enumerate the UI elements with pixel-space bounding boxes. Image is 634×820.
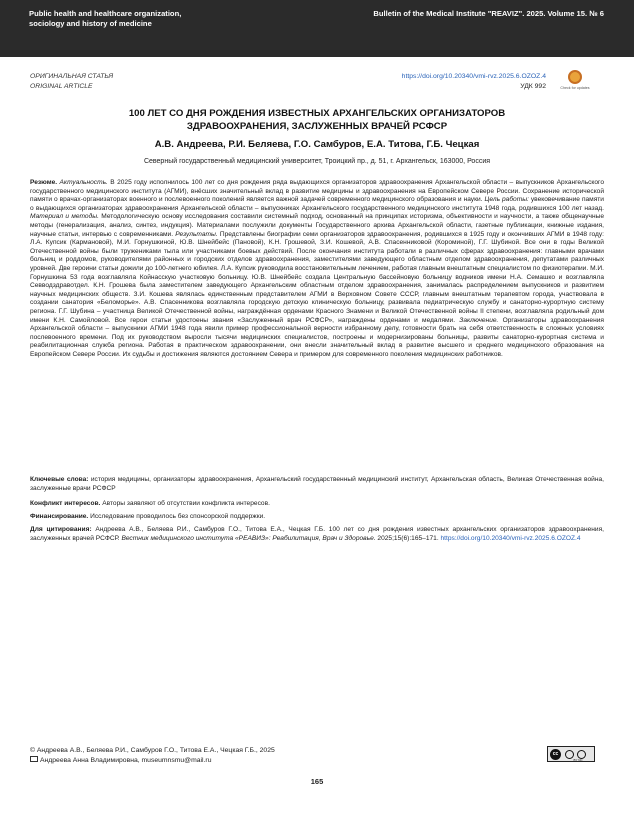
citation (30, 526, 604, 543)
section-line-2: sociology and history of medicine (29, 19, 152, 28)
aim-label: Цель работы: (484, 196, 529, 204)
title-line-2: ЗДРАВООХРАНЕНИЯ, ЗАСЛУЖЕННЫХ ВРАЧЕЙ РСФСР (186, 121, 448, 132)
affiliation: Северный государственный медицинский университет, Троицкий пр., д. 51, г. Архангельск, 163000, Россия (143, 158, 491, 165)
relevance-label: Актуальность. (59, 179, 108, 186)
conclusion-label: Заключение. (459, 316, 499, 324)
check-for-updates-badge[interactable] (560, 70, 590, 98)
authors: А.В. Андреева, Р.И. Беляева, Г.О. Самбуров, Е.А. Титова, Г.Б. Чецкая (154, 139, 480, 150)
cc-license-badge[interactable] (547, 746, 595, 762)
citation-text: Андреева А.В., Беляева Р.И., Самбуров Г.О., Титова Е.А., Чецкая Г.Б. 100 лет со дня рождения известных архангельских организаторов здравоохранения, заслуженных врачей РСФСР. (30, 526, 604, 542)
conclusion-text: Организаторы здравоохранения Архангельской области – выпускники АГМИ 1948 года явили пример профессиональной верности избранному делу, готовности брать на себя ответственность в сложных условиях послевоенного времени. Под их руководством выросли тысячи медицинских специалистов, построены и модернизированы больницы, развиты санаторно-курортная система и реабилитационная служба региона. Работая в практическом здравоохранении, они внесли значительный вклад в развитие высшего и среднего медицинского образования на Европейском Севере России. Их судьбы и достижения являются достоянием Севера и примером для современного поколения медицинских работников. (30, 316, 604, 358)
cc-icon: cc (550, 749, 561, 760)
title-line-1: 100 ЛЕТ СО ДНЯ РОЖДЕНИЯ ИЗВЕСТНЫХ АРХАНГЕЛЬСКИХ ОРГАНИЗАТОРОВ (128, 108, 506, 119)
keywords-label: Ключевые слова: (30, 476, 89, 483)
contact-text[interactable]: Андреева Анна Владимировна, museumnsmu@mail.ru (40, 757, 212, 764)
methods-label: Материал и методы. (30, 213, 99, 221)
page-number: 165 (310, 777, 324, 786)
keywords (30, 476, 604, 493)
license-label: BY NC (573, 758, 583, 762)
relevance-text: В 2025 году исполнилось 100 лет со дня рождения ряда выдающихся организаторов здравоохранения Архангельской области – выпускников Архангельского государственного медицинского института (АГМИ), внёсших значительный вклад в развитие медицины и здравоохранения на Европейском Севере России. Сохранение исторической памяти о врачах-организаторах военного и послевоенного поколений является важной задачей современного медицинского образования и науки. (30, 179, 604, 204)
methods-text: Методологическую основу исследования составили системный подход, основанный на принципах историзма, объективности и научности, а также общенаучные методы (генерализация, анализ, синтез, индукция). Материалами послужили документы Государственного архива Архангельской области, газетные публикации, книжные издания, научные статьи, интервью с современниками. (30, 213, 604, 238)
conflict-text: Авторы заявляют об отсутствии конфликта интересов. (102, 500, 270, 507)
citation-doi-link[interactable]: https://doi.org/10.20340/vmi-rvz.2025.6.OZOZ.4 (440, 534, 581, 542)
funding (30, 513, 604, 522)
conflict-of-interest (30, 500, 604, 509)
abstract (30, 179, 604, 359)
udc-code: УДК 992 (520, 82, 546, 90)
article-identifiers (402, 72, 546, 91)
journal-issue: Bulletin of the Medical Institute "REAVIZ". 2025. Volume 15. № 6 (373, 9, 604, 18)
conflict-label: Конфликт интересов. (30, 500, 101, 507)
article-type (30, 72, 113, 91)
footer (30, 746, 490, 766)
citation-details: 2025;15(6):165–171. (377, 534, 439, 542)
contact (30, 756, 490, 766)
citation-label: Для цитирования: (30, 526, 92, 533)
mail-icon (30, 756, 38, 762)
article-type-ru: ОРИГИНАЛЬНАЯ СТАТЬЯ (30, 73, 114, 80)
copyright: © Андреева А.В., Беляева Р.И., Самбуров Г.О., Титова Е.А., Чецкая Г.Б., 2025 (30, 747, 275, 754)
funding-label: Финансирование. (30, 513, 89, 520)
results-label: Результаты. (175, 230, 218, 238)
citation-journal: Вестник медицинского института «РЕАВИЗ»: Реабилитация, Врач и Здоровье. (121, 534, 376, 542)
running-header (0, 0, 634, 57)
section-line-1: Public health and healthcare organization, (29, 9, 182, 18)
article-type-en: ORIGINAL ARTICLE (30, 82, 93, 90)
abstract-label: Резюме. (30, 179, 58, 186)
check-for-updates-label: Check for updates (560, 86, 590, 90)
article-title (60, 107, 574, 133)
results-text: Представлены биографии семи организаторов здравоохранения, родившихся в 1925 году и окончивших АГМИ в 1948 году: Л.А. Купсик (Кармановой), М.И. Горнушкиной, Ю.В. Шнейбейс (Пановой), К.Н. Грошевой, З.И. Кошевой, А.В. Спасенниковой (Короминой), Г.Г. Шубиной. Все они в годы Великой Отечественной войны были тружениками тыла или участниками боевых действий. После окончания института работали в различных сферах здравоохранения: главными врачами больниц и роддомов, руководителями районных и городских отделов здравоохранения, заместителями заведующего областным отделом здравоохранения, депутатами различных уровней. Две героини статьи дожили до 100-летнего юбилея. Л.А. Купсик руководила восстановительным лечением, работая главным внештатным специалистом по физиотерапии. М.И. Горнушкина 53 года возглавляла Койнасскую участковую больницу. Ю.В. Шнейбейс создала Центральную бассейновую больницу водников имени Н.А. Семашко и возглавляла Севводздравотдел. К.Н. Грошева была заместителем заведующего Архангельским областным отделом здравоохранения, занималась распределением выпускников и развитием научных медицинских обществ. З.И. Кошева являлась единственным представителем АГМИ в Верховном Совете СССР, главным внештатным терапевтом города, участвовала в создании санатория «Беломорье». А.В. Спасенникова возглавляла городскую детскую клиническую больницу, развивала педиатрическую службу и санаторно-курортную систему региона. Г.Г. Шубина – участница Великой Отечественной войны, награждённая орденами Красного Знамени и Великой Отечественной войны II степени, возглавляла родильный дом имени К.Н. Самойловой. Все герои статьи удостоены звания «Заслуженный врач РСФСР», награждены орденами и медалями. (30, 230, 604, 324)
check-for-updates-icon (568, 70, 582, 84)
keywords-text: история медицины, организаторы здравоохранения, Архангельский государственный медицинский институт, Архангельская область, Великая Отечественная война, заслуженные врачи РСФСР (30, 476, 604, 492)
aim-text: увековечивание памяти о выдающихся организаторах здравоохранения Архангельской области – выпускниках Архангельского государственного медицинского института 1948 года, родившихся 100 лет назад. (30, 196, 604, 212)
funding-text: Исследование проводилось без спонсорской поддержки. (90, 513, 266, 520)
doi-link[interactable]: https://doi.org/10.20340/vmi-rvz.2025.6.OZOZ.4 (401, 73, 546, 80)
journal-section (29, 9, 259, 29)
